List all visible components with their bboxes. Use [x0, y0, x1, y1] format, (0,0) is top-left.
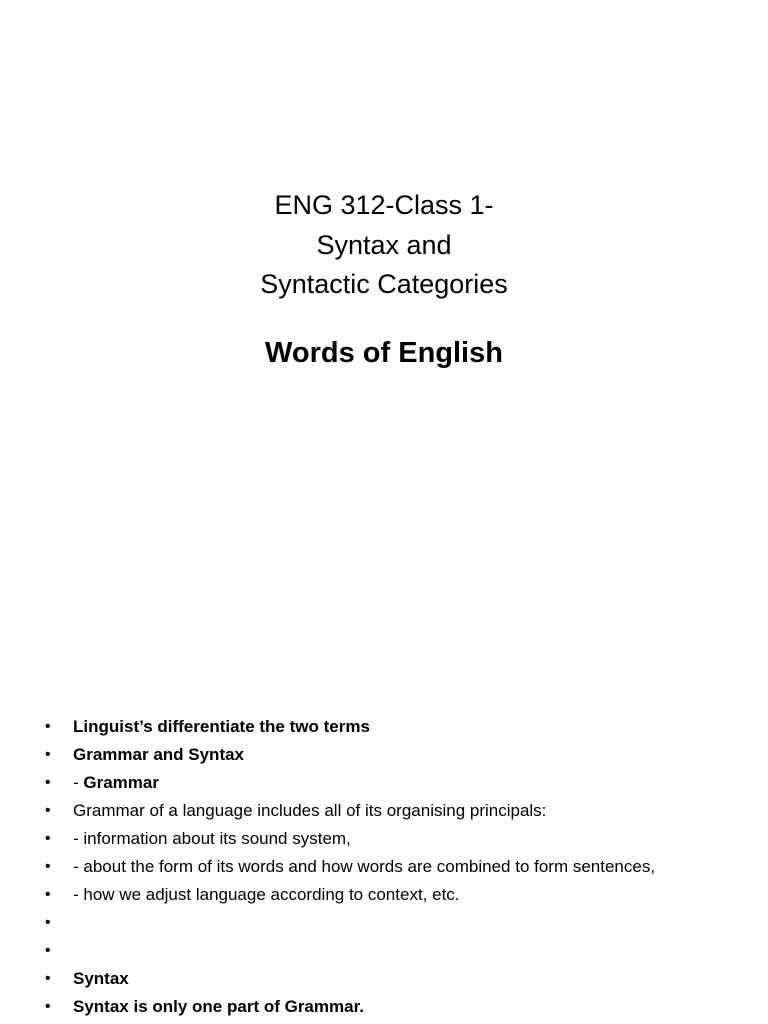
- bullet-dot-icon: •: [45, 970, 51, 987]
- bullet-item: [0, 993, 768, 1021]
- bullet-dot-icon: •: [45, 942, 51, 959]
- bullet-item: [0, 769, 768, 797]
- bullet-item: [0, 853, 768, 881]
- bullet-dot-icon: •: [45, 858, 51, 875]
- bullet-dot-icon: •: [45, 746, 51, 763]
- bullet-text: Linguist’s differentiate the two terms: [73, 717, 370, 736]
- bullet-dot-icon: •: [45, 802, 51, 819]
- bullet-text: - about the form of its words and how words are combined to form sentences,: [73, 857, 656, 876]
- bullet-dot-icon: •: [45, 718, 51, 735]
- bullet-item: [0, 797, 768, 825]
- bullet-list: [0, 713, 768, 1021]
- bullet-text: Syntax is only one part of Grammar.: [73, 997, 364, 1016]
- slide-title: [0, 186, 768, 305]
- bullet-item: [0, 825, 768, 853]
- bullet-dot-icon: •: [45, 774, 51, 791]
- bullet-item-empty: [0, 909, 768, 937]
- bullet-dot-icon: •: [45, 998, 51, 1015]
- bullet-item: [0, 965, 768, 993]
- slide-subtitle: Words of English: [265, 337, 503, 369]
- bullet-prefix: -: [73, 773, 84, 792]
- title-line-3: Syntactic Categories: [260, 269, 508, 299]
- bullet-text: - information about its sound system,: [73, 829, 351, 848]
- bullet-text: Grammar and Syntax: [73, 745, 245, 764]
- bullet-text: - how we adjust language according to context, etc.: [73, 885, 460, 904]
- bullet-text: Grammar: [83, 773, 159, 792]
- bullet-dot-icon: •: [45, 886, 51, 903]
- bullet-item: [0, 713, 768, 741]
- bullet-text: Syntax: [73, 969, 129, 988]
- bullet-item-empty: [0, 937, 768, 965]
- bullet-dot-icon: •: [45, 914, 51, 931]
- bullet-item: [0, 741, 768, 769]
- title-line-2: Syntax and: [316, 229, 452, 260]
- bullet-text: Grammar of a language includes all of its organising principals:: [73, 801, 547, 820]
- title-line-1: ENG 312-Class 1-: [274, 190, 494, 220]
- bullet-item: [0, 881, 768, 909]
- bullet-dot-icon: •: [45, 830, 51, 847]
